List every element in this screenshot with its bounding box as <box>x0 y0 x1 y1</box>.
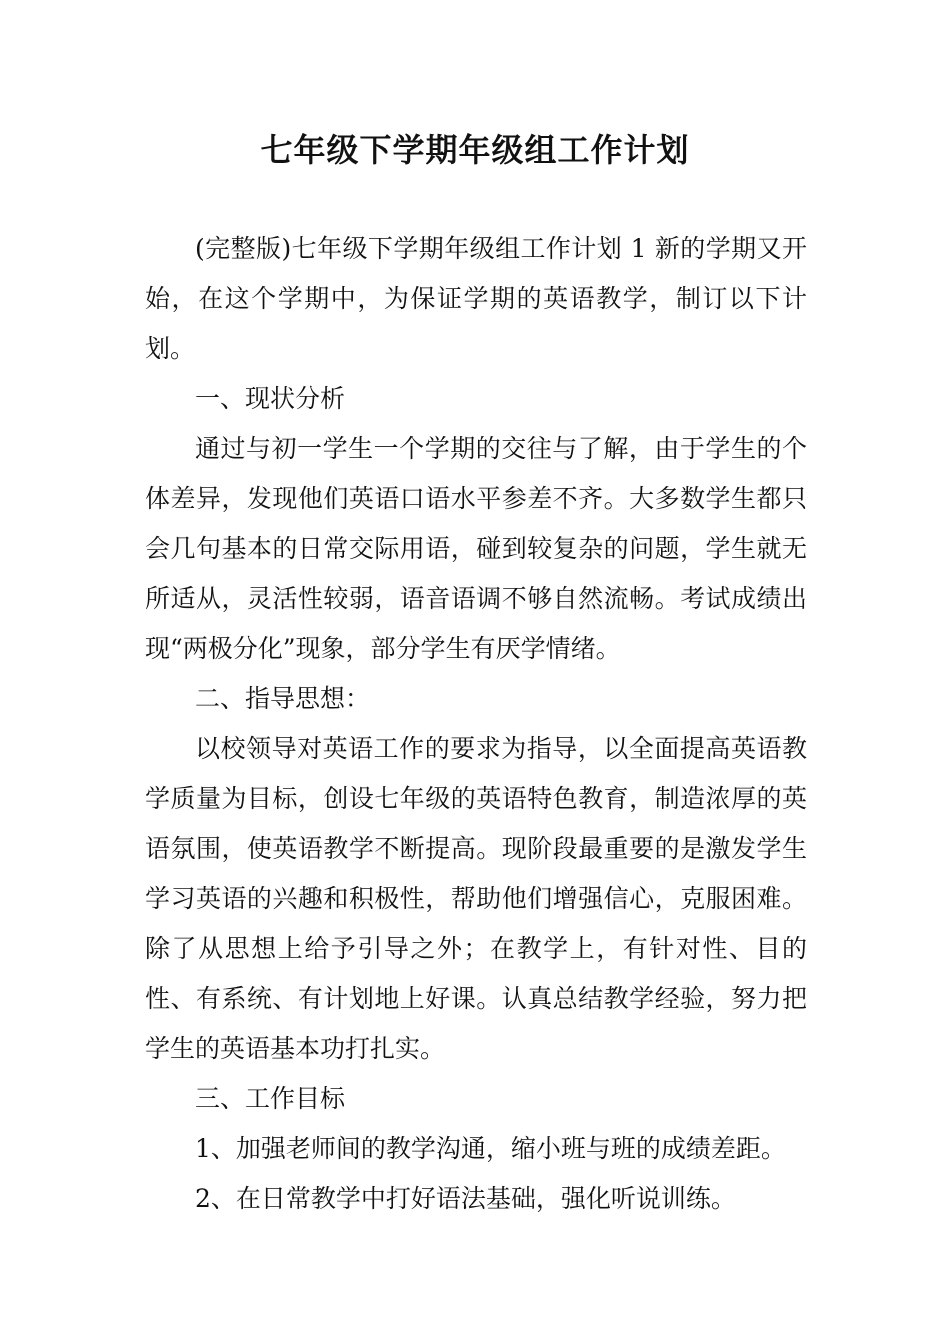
goal-item: 2、在日常教学中打好语法基础，强化听说训练。 <box>195 1184 736 1213</box>
paragraph-intro: (完整版)七年级下学期年级组工作计划 1 新的学期又开始，在这个学期中，为保证学期的英语教学，制订以下计划。 <box>145 234 807 363</box>
section-heading-status-analysis: 一、现状分析 <box>195 384 346 413</box>
section-heading-work-goals: 三、工作目标 <box>195 1084 346 1113</box>
document-body <box>145 224 807 1224</box>
document-title: 七年级下学期年级组工作计划 <box>260 131 690 169</box>
goal-item: 1、加强老师间的教学沟通，缩小班与班的成绩差距。 <box>195 1134 786 1163</box>
paragraph-guiding-thought: 以校领导对英语工作的要求为指导，以全面提高英语教学质量为目标，创设七年级的英语特色教育，制造浓厚的英语氛围，使英语教学不断提高。现阶段最重要的是激发学生学习英语的兴趣和积极性，帮助他们增强信心，克服困难。除了从思想上给予引导之外；在教学上，有针对性、目的性、有系统、有计划地上好课。认真总结教学经验，努力把学生的英语基本功打扎实。 <box>145 734 807 1063</box>
paragraph-status-analysis: 通过与初一学生一个学期的交往与了解，由于学生的个体差异，发现他们英语口语水平参差不齐。大多数学生都只会几句基本的日常交际用语，碰到较复杂的问题，学生就无所适从，灵活性较弱，语音语调不够自然流畅。考试成绩出现“两极分化”现象，部分学生有厌学情绪。 <box>145 434 807 663</box>
section-heading-guiding-thought: 二、指导思想： <box>195 684 371 713</box>
